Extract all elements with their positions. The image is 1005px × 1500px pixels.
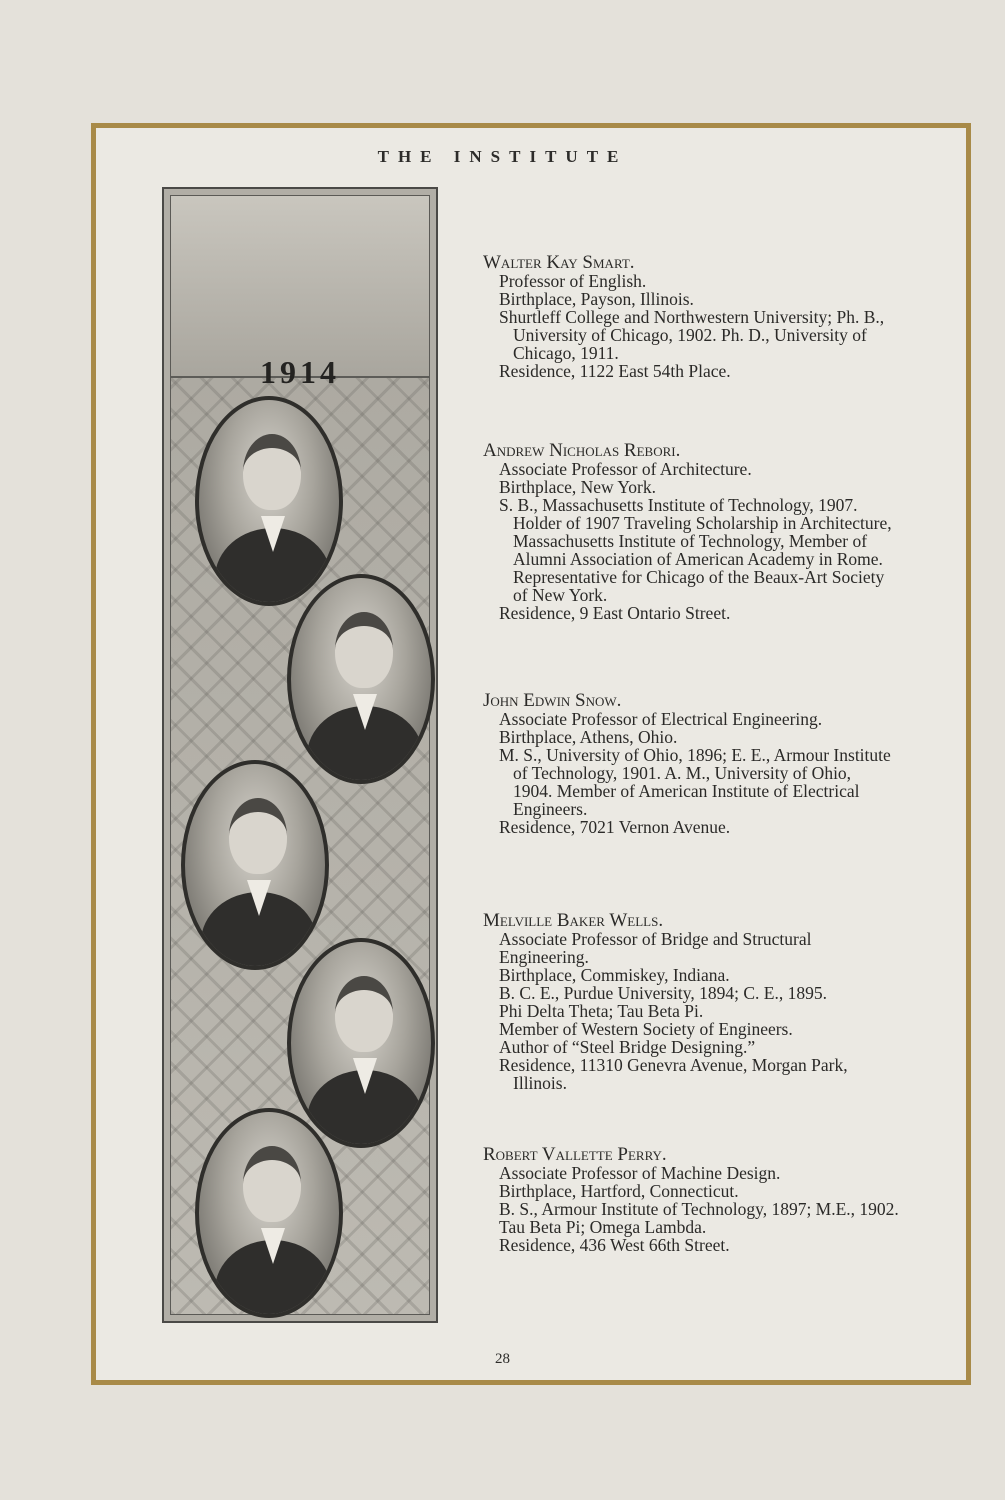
- entry-line: Chicago, 1911.: [513, 343, 619, 363]
- entry-line: Representative for Chicago of the Beaux-Art Society: [513, 567, 885, 587]
- entry-rebori: [483, 442, 903, 622]
- entry-line: M. S., University of Ohio, 1896; E. E., Armour Institute: [499, 745, 891, 765]
- entry-line: B. S., Armour Institute of Technology, 1897; M.E., 1902.: [499, 1199, 899, 1219]
- entry-line: Author of “Steel Bridge Designing.”: [499, 1037, 756, 1057]
- entry-line: of Technology, 1901. A. M., University of Ohio,: [513, 763, 852, 783]
- entry-perry: [483, 1146, 903, 1254]
- entry-line: Associate Professor of Machine Design.: [499, 1163, 781, 1183]
- year-label: 1914: [260, 354, 340, 390]
- entry-line: Birthplace, Athens, Ohio.: [499, 727, 678, 747]
- entry-line: Illinois.: [513, 1073, 567, 1093]
- entry-name: John Edwin Snow.: [483, 690, 622, 711]
- entry-line: Associate Professor of Electrical Engineering.: [499, 709, 823, 729]
- entry-line: Member of Western Society of Engineers.: [499, 1019, 793, 1039]
- entry-line: B. C. E., Purdue University, 1894; C. E., 1895.: [499, 983, 827, 1003]
- entry-line: University of Chicago, 1902. Ph. D., University of: [513, 325, 867, 345]
- entry-line: Massachusetts Institute of Technology, Member of: [513, 531, 868, 551]
- portrait-wells: [287, 938, 435, 1148]
- entry-line: Associate Professor of Architecture.: [499, 459, 752, 479]
- plate-ornament: [170, 195, 430, 1315]
- entry-name: Melville Baker Wells.: [483, 910, 664, 931]
- entry-line: Residence, 11310 Genevra Avenue, Morgan Park,: [499, 1055, 848, 1075]
- entry-line: Alumni Association of American Academy in Rome.: [513, 549, 883, 569]
- entry-name: Walter Kay Smart.: [483, 252, 635, 273]
- entry-wells: [483, 912, 903, 1092]
- page-number: 28: [495, 1351, 510, 1367]
- entry-line: Residence, 7021 Vernon Avenue.: [499, 817, 731, 837]
- entry-line: Tau Beta Pi; Omega Lambda.: [499, 1217, 707, 1237]
- entry-line: Residence, 436 West 66th Street.: [499, 1235, 730, 1255]
- entry-snow: [483, 692, 903, 836]
- portrait-smart: [195, 396, 343, 606]
- entry-line: S. B., Massachusetts Institute of Technology, 1907.: [499, 495, 858, 515]
- entry-line: Phi Delta Theta; Tau Beta Pi.: [499, 1001, 704, 1021]
- portrait-rebori: [287, 574, 435, 784]
- entry-line: 1904. Member of American Institute of Electrical: [513, 781, 860, 801]
- entry-line: Professor of English.: [499, 271, 647, 291]
- entry-line: Residence, 1122 East 54th Place.: [499, 361, 731, 381]
- entry-line: Shurtleff College and Northwestern University; Ph. B.,: [499, 307, 885, 327]
- entry-smart: [483, 254, 903, 380]
- entry-line: Birthplace, Payson, Illinois.: [499, 289, 694, 309]
- entry-line: Engineers.: [513, 799, 588, 819]
- entry-line: Residence, 9 East Ontario Street.: [499, 603, 731, 623]
- entry-line: Birthplace, Hartford, Connecticut.: [499, 1181, 739, 1201]
- running-head: THE INSTITUTE: [377, 147, 628, 166]
- entry-line: Birthplace, Commiskey, Indiana.: [499, 965, 730, 985]
- entry-line: Holder of 1907 Traveling Scholarship in Architecture,: [513, 513, 892, 533]
- portrait-snow: [181, 760, 329, 970]
- entry-line: of New York.: [513, 585, 608, 605]
- entry-name: Robert Vallette Perry.: [483, 1144, 667, 1165]
- portrait-plate: [162, 187, 438, 1323]
- entry-line: Associate Professor of Bridge and Structural Engineering.: [499, 929, 812, 967]
- portrait-perry: [195, 1108, 343, 1318]
- entry-line: Birthplace, New York.: [499, 477, 656, 497]
- plate-banner: [171, 196, 429, 378]
- entry-name: Andrew Nicholas Rebori.: [483, 440, 681, 461]
